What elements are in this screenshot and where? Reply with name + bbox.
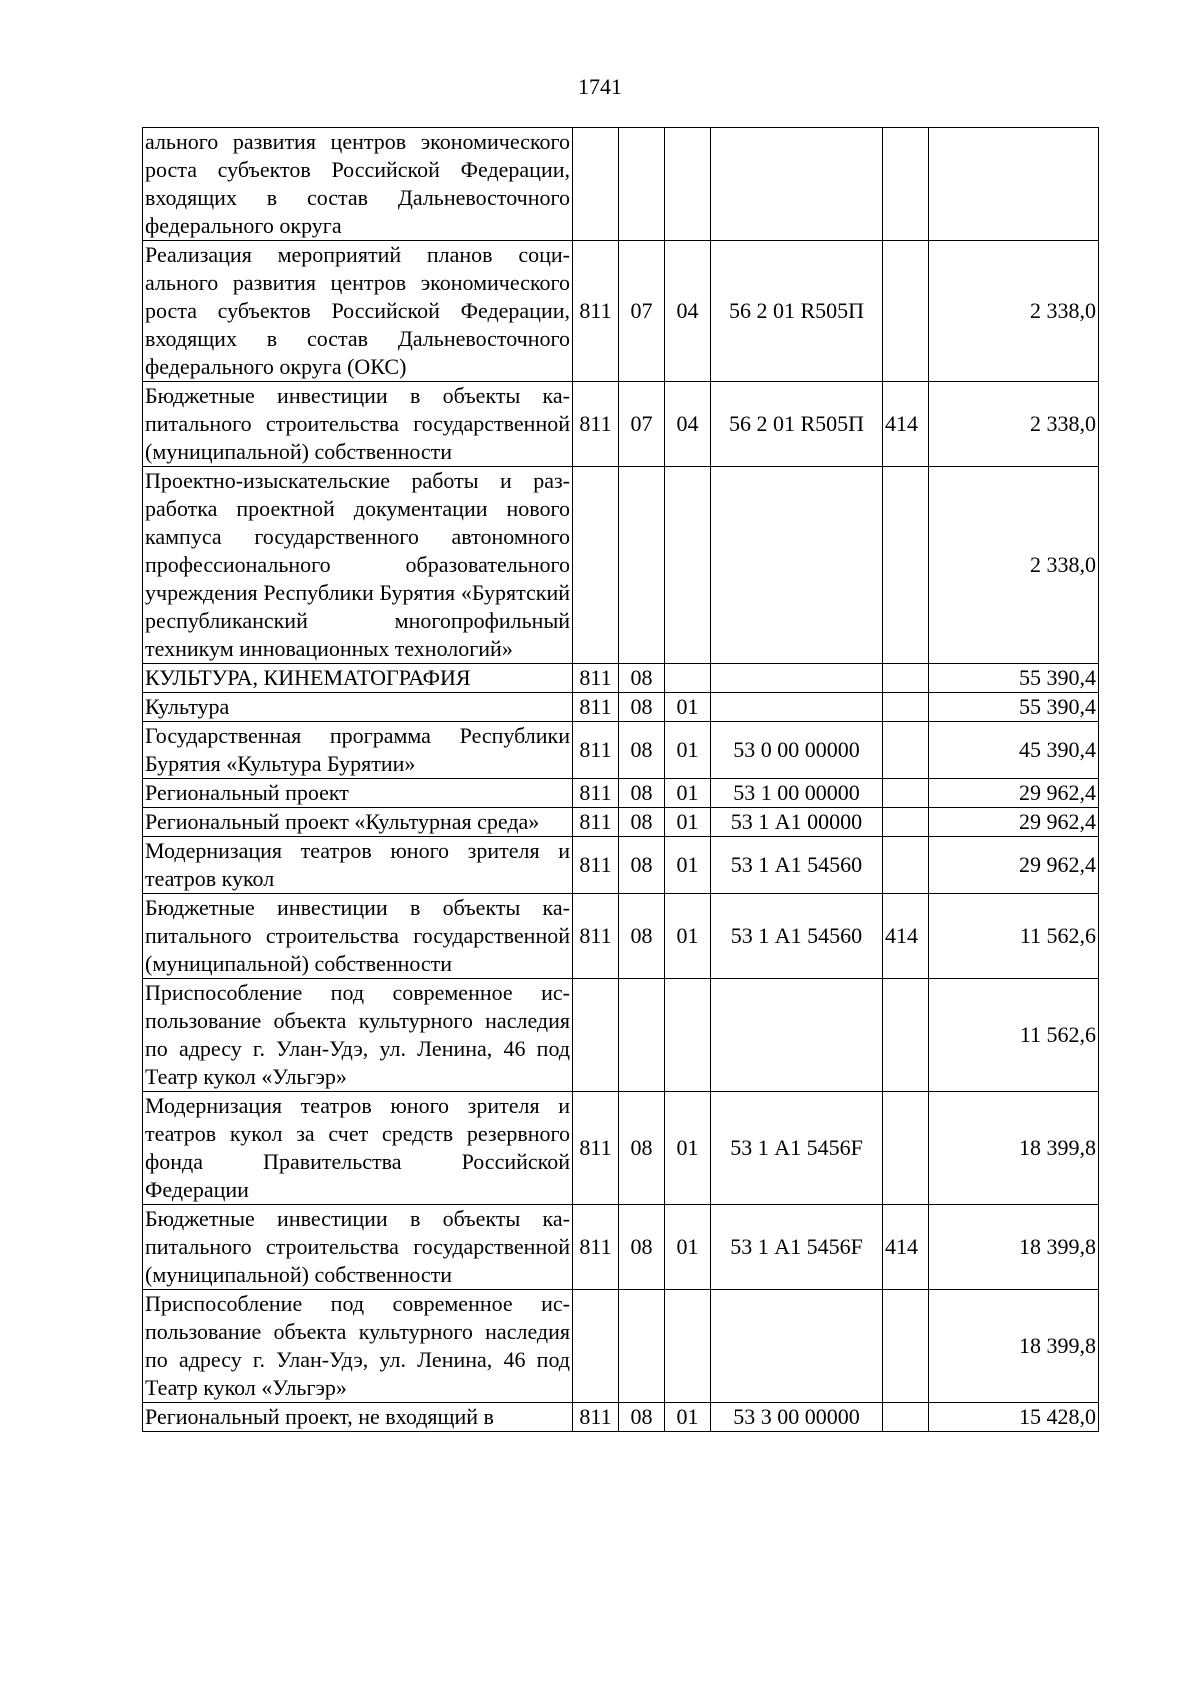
grbs-code-cell	[573, 1290, 619, 1403]
target-article-cell: 53 1 00 00000	[711, 779, 883, 808]
table-row	[143, 837, 1099, 894]
item-name-cell: Проектно-изыскательские работы и разработка проектной документации нового кампуса государственного автономного профессионального образовательного учреждения Республики Бурятия «Бурятский республиканский многопрофильный техникум инновационных технологий»	[143, 467, 573, 664]
expense-type-cell	[883, 808, 929, 837]
expense-type-cell	[883, 1290, 929, 1403]
budget-table	[142, 127, 1099, 1432]
amount-cell	[929, 128, 1099, 241]
item-name-cell: Региональный проект «Культурная среда»	[143, 808, 573, 837]
subsection-code-cell: 01	[665, 1205, 711, 1290]
expense-type-cell	[883, 241, 929, 382]
grbs-code-cell: 811	[573, 693, 619, 722]
target-article-cell: 53 0 00 00000	[711, 722, 883, 779]
target-article-cell	[711, 1290, 883, 1403]
section-code-cell	[619, 1290, 665, 1403]
target-article-cell	[711, 979, 883, 1092]
amount-cell: 2 338,0	[929, 467, 1099, 664]
expense-type-cell: 414	[883, 1205, 929, 1290]
table-row	[143, 1290, 1099, 1403]
section-code-cell: 07	[619, 382, 665, 467]
item-name-cell: Приспособление под современное использование объекта культурного наследия по адресу г. Улан-Удэ, ул. Ленина, 46 под Театр кукол «Ульгэр»	[143, 979, 573, 1092]
subsection-code-cell	[665, 979, 711, 1092]
table-row	[143, 1403, 1099, 1432]
table-row	[143, 779, 1099, 808]
amount-cell: 45 390,4	[929, 722, 1099, 779]
section-code-cell	[619, 128, 665, 241]
amount-cell: 55 390,4	[929, 664, 1099, 693]
amount-cell: 18 399,8	[929, 1205, 1099, 1290]
item-name-cell: Реализация мероприятий планов социального развития центров экономического роста субъектов Российской Федерации, входящих в состав Дальневосточного федерального округа (ОКС)	[143, 241, 573, 382]
section-code-cell: 08	[619, 693, 665, 722]
subsection-code-cell: 04	[665, 241, 711, 382]
section-code-cell: 07	[619, 241, 665, 382]
subsection-code-cell: 01	[665, 1403, 711, 1432]
amount-cell: 55 390,4	[929, 693, 1099, 722]
expense-type-cell	[883, 1092, 929, 1205]
section-code-cell: 08	[619, 1092, 665, 1205]
expense-type-cell	[883, 128, 929, 241]
table-row	[143, 979, 1099, 1092]
subsection-code-cell: 01	[665, 779, 711, 808]
amount-cell: 29 962,4	[929, 837, 1099, 894]
subsection-code-cell: 04	[665, 382, 711, 467]
expense-type-cell	[883, 779, 929, 808]
target-article-cell: 56 2 01 R505П	[711, 382, 883, 467]
target-article-cell: 53 1 А1 54560	[711, 837, 883, 894]
item-name-cell: Государственная программа Республики Бурятия «Культура Бурятии»	[143, 722, 573, 779]
table-row	[143, 894, 1099, 979]
grbs-code-cell	[573, 467, 619, 664]
item-name-cell: Модернизация театров юного зрителя и театров кукол за счет средств резервного фонда Правительства Российской Федерации	[143, 1092, 573, 1205]
grbs-code-cell: 811	[573, 1205, 619, 1290]
subsection-code-cell: 01	[665, 894, 711, 979]
amount-cell: 15 428,0	[929, 1403, 1099, 1432]
item-name-cell: Культура	[143, 693, 573, 722]
expense-type-cell	[883, 693, 929, 722]
amount-cell: 11 562,6	[929, 979, 1099, 1092]
table-row	[143, 808, 1099, 837]
amount-cell: 29 962,4	[929, 779, 1099, 808]
section-code-cell	[619, 467, 665, 664]
page-number: 1741	[578, 74, 622, 99]
grbs-code-cell: 811	[573, 1403, 619, 1432]
table-row	[143, 1092, 1099, 1205]
grbs-code-cell: 811	[573, 808, 619, 837]
subsection-code-cell: 01	[665, 722, 711, 779]
target-article-cell	[711, 664, 883, 693]
target-article-cell	[711, 128, 883, 241]
section-code-cell	[619, 979, 665, 1092]
section-code-cell: 08	[619, 1403, 665, 1432]
table-row	[143, 693, 1099, 722]
item-name-cell: Бюджетные инвестиции в объекты капитального строительства государственной (муниципальной) собственности	[143, 1205, 573, 1290]
expense-type-cell	[883, 837, 929, 894]
subsection-code-cell	[665, 664, 711, 693]
table-row	[143, 664, 1099, 693]
table-row	[143, 382, 1099, 467]
section-code-cell: 08	[619, 664, 665, 693]
target-article-cell: 53 1 А1 5456F	[711, 1092, 883, 1205]
expense-type-cell	[883, 722, 929, 779]
section-code-cell: 08	[619, 779, 665, 808]
subsection-code-cell	[665, 128, 711, 241]
table-row	[143, 467, 1099, 664]
grbs-code-cell: 811	[573, 1092, 619, 1205]
target-article-cell: 53 1 А1 5456F	[711, 1205, 883, 1290]
section-code-cell: 08	[619, 1205, 665, 1290]
item-name-cell: Модернизация театров юного зрителя и театров кукол	[143, 837, 573, 894]
table-row	[143, 241, 1099, 382]
target-article-cell: 56 2 01 R505П	[711, 241, 883, 382]
item-name-cell: КУЛЬТУРА, КИНЕМАТОГРАФИЯ	[143, 664, 573, 693]
grbs-code-cell	[573, 128, 619, 241]
target-article-cell	[711, 693, 883, 722]
section-code-cell: 08	[619, 837, 665, 894]
section-code-cell: 08	[619, 894, 665, 979]
amount-cell: 11 562,6	[929, 894, 1099, 979]
subsection-code-cell	[665, 1290, 711, 1403]
target-article-cell: 53 1 А1 00000	[711, 808, 883, 837]
subsection-code-cell: 01	[665, 693, 711, 722]
expense-type-cell: 414	[883, 382, 929, 467]
amount-cell: 18 399,8	[929, 1290, 1099, 1403]
grbs-code-cell	[573, 979, 619, 1092]
section-code-cell: 08	[619, 722, 665, 779]
expense-type-cell	[883, 664, 929, 693]
grbs-code-cell: 811	[573, 241, 619, 382]
item-name-cell: Региональный проект, не входящий в	[143, 1403, 573, 1432]
section-code-cell: 08	[619, 808, 665, 837]
item-name-cell: Бюджетные инвестиции в объекты капитального строительства государственной (муниципальной) собственности	[143, 382, 573, 467]
target-article-cell: 53 3 00 00000	[711, 1403, 883, 1432]
grbs-code-cell: 811	[573, 722, 619, 779]
item-name-cell: ального развития центров экономического роста субъектов Российской Федерации, входящих в состав Дальневосточного федерального округа	[143, 128, 573, 241]
table-row	[143, 128, 1099, 241]
amount-cell: 2 338,0	[929, 241, 1099, 382]
expense-type-cell	[883, 979, 929, 1092]
amount-cell: 18 399,8	[929, 1092, 1099, 1205]
table-row	[143, 1205, 1099, 1290]
grbs-code-cell: 811	[573, 664, 619, 693]
subsection-code-cell	[665, 467, 711, 664]
grbs-code-cell: 811	[573, 382, 619, 467]
table-row	[143, 722, 1099, 779]
subsection-code-cell: 01	[665, 1092, 711, 1205]
item-name-cell: Приспособление под современное использование объекта культурного наследия по адресу г. Улан-Удэ, ул. Ленина, 46 под Театр кукол «Ульгэр»	[143, 1290, 573, 1403]
item-name-cell: Бюджетные инвестиции в объекты капитального строительства государственной (муниципальной) собственности	[143, 894, 573, 979]
target-article-cell: 53 1 А1 54560	[711, 894, 883, 979]
grbs-code-cell: 811	[573, 894, 619, 979]
subsection-code-cell: 01	[665, 837, 711, 894]
amount-cell: 2 338,0	[929, 382, 1099, 467]
amount-cell: 29 962,4	[929, 808, 1099, 837]
table-body	[143, 128, 1099, 1432]
target-article-cell	[711, 467, 883, 664]
expense-type-cell: 414	[883, 894, 929, 979]
grbs-code-cell: 811	[573, 837, 619, 894]
expense-type-cell	[883, 1403, 929, 1432]
grbs-code-cell: 811	[573, 779, 619, 808]
subsection-code-cell: 01	[665, 808, 711, 837]
item-name-cell: Региональный проект	[143, 779, 573, 808]
expense-type-cell	[883, 467, 929, 664]
